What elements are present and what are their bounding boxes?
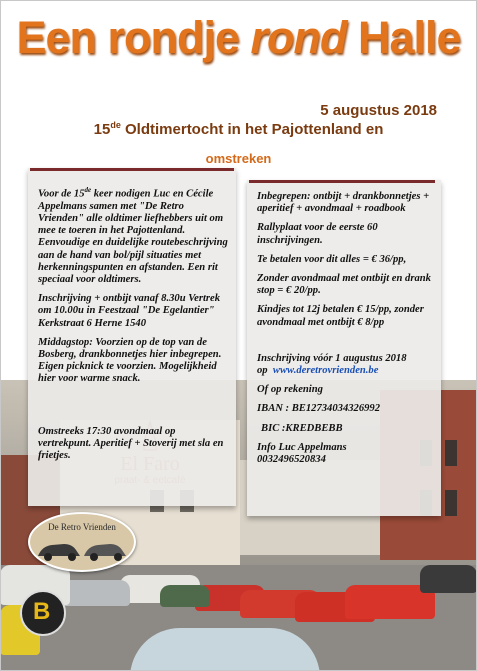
car-silver [60, 580, 130, 606]
right-paragraph-bic: BIC :KREDBEBB [261, 422, 343, 434]
car-dark [420, 565, 477, 593]
intro-start: Voor de 15 [38, 188, 85, 200]
title-part3: Halle [346, 12, 461, 63]
right-paragraph-no-dinner: Zonder avondmaal met ontbijt en drank stop = € 20/pp. [257, 273, 431, 297]
retro-vrienden-logo [28, 512, 136, 572]
title-part1: Een rondje [16, 12, 251, 63]
page-title [0, 12, 477, 64]
subtitle [0, 120, 477, 138]
website-link[interactable]: www.deretrovrienden.be [272, 365, 379, 377]
right-paragraph-included: Inbegrepen: ontbijt + drankbonnetjes + aperitief + avondmaal + roadbook [257, 191, 430, 215]
logo-cars-icon [36, 536, 128, 564]
right-paragraph-account: Of op rekening [257, 384, 323, 396]
right-paragraph-info [257, 442, 437, 466]
logo-text: De Retro Vrienden [48, 522, 116, 532]
left-paragraph-intro [38, 184, 228, 286]
car-green [160, 585, 210, 607]
right-paragraph-rallyplaat: Rallyplaat voor de eerste 60 inschrijvingen. [257, 222, 378, 246]
subtitle-second-line: omstreken [205, 151, 272, 166]
right-panel-text [257, 191, 437, 473]
intro-rest: keer nodigen Luc en Cécile Appelmans samen met "De Retro Vrienden" alle oldtimer liefhebbers uit om mee te toeren in het Pajottenland. Eenvoudige en duidelijke routebeschrijving aan de hand van bol/pijl situaties met herkenningspunten en afstanden. Een rit speciaal voor oldtimers. [38, 188, 228, 285]
belgium-badge-icon [20, 590, 66, 636]
left-paragraph-start: Inschrijving + ontbijt vanaf 8.30u Vertrek om 10.00u in Feestzaal "De Egelantier" Kerkstraat 6 Herne 1540 [38, 293, 221, 329]
subtitle-num: 15 [93, 121, 111, 138]
right-paragraph-price: Te betalen voor dit alles = € 36/pp, [257, 253, 407, 265]
left-panel-text [38, 184, 228, 469]
subtitle-rest: Oldtimertocht in het Pajottenland en [120, 121, 384, 138]
left-paragraph-dinner: Omstreeks 17:30 avondmaal op vertrekpunt. Aperitief + Stoverij met sla en frietjes. [38, 425, 224, 461]
info-phone: 0032496520834 [257, 454, 326, 466]
subtitle-sup: de [110, 120, 121, 130]
left-paragraph-lunch: Middagstop: Voorzien op de top van de Bosberg, drankbonnetjes hier inbegrepen. Eigen picknick te voorzien. Mogelijkheid hier voor warme snack. [38, 336, 222, 385]
event-date: 5 augustus 2018 [320, 102, 437, 119]
title-part2: rond [250, 12, 347, 63]
window [445, 440, 457, 466]
info-name: Info Luc Appelmans [257, 441, 347, 453]
left-panel-top-bar [30, 168, 234, 171]
right-paragraph-register [257, 353, 437, 377]
right-panel-top-bar [249, 180, 435, 183]
badge-letter: B [33, 598, 51, 625]
right-paragraph-iban: IBAN : BE12734034326992 [257, 403, 381, 415]
intro-sup: de [84, 186, 92, 194]
right-paragraph-kids: Kindjes tot 12j betalen € 15/pp, zonder avondmaal met ontbijt € 8/pp [257, 304, 424, 328]
car-blue-foreground [130, 628, 320, 671]
window [445, 490, 457, 516]
register-text: Inschrijving vóór 1 augustus 2018 op [257, 352, 407, 377]
